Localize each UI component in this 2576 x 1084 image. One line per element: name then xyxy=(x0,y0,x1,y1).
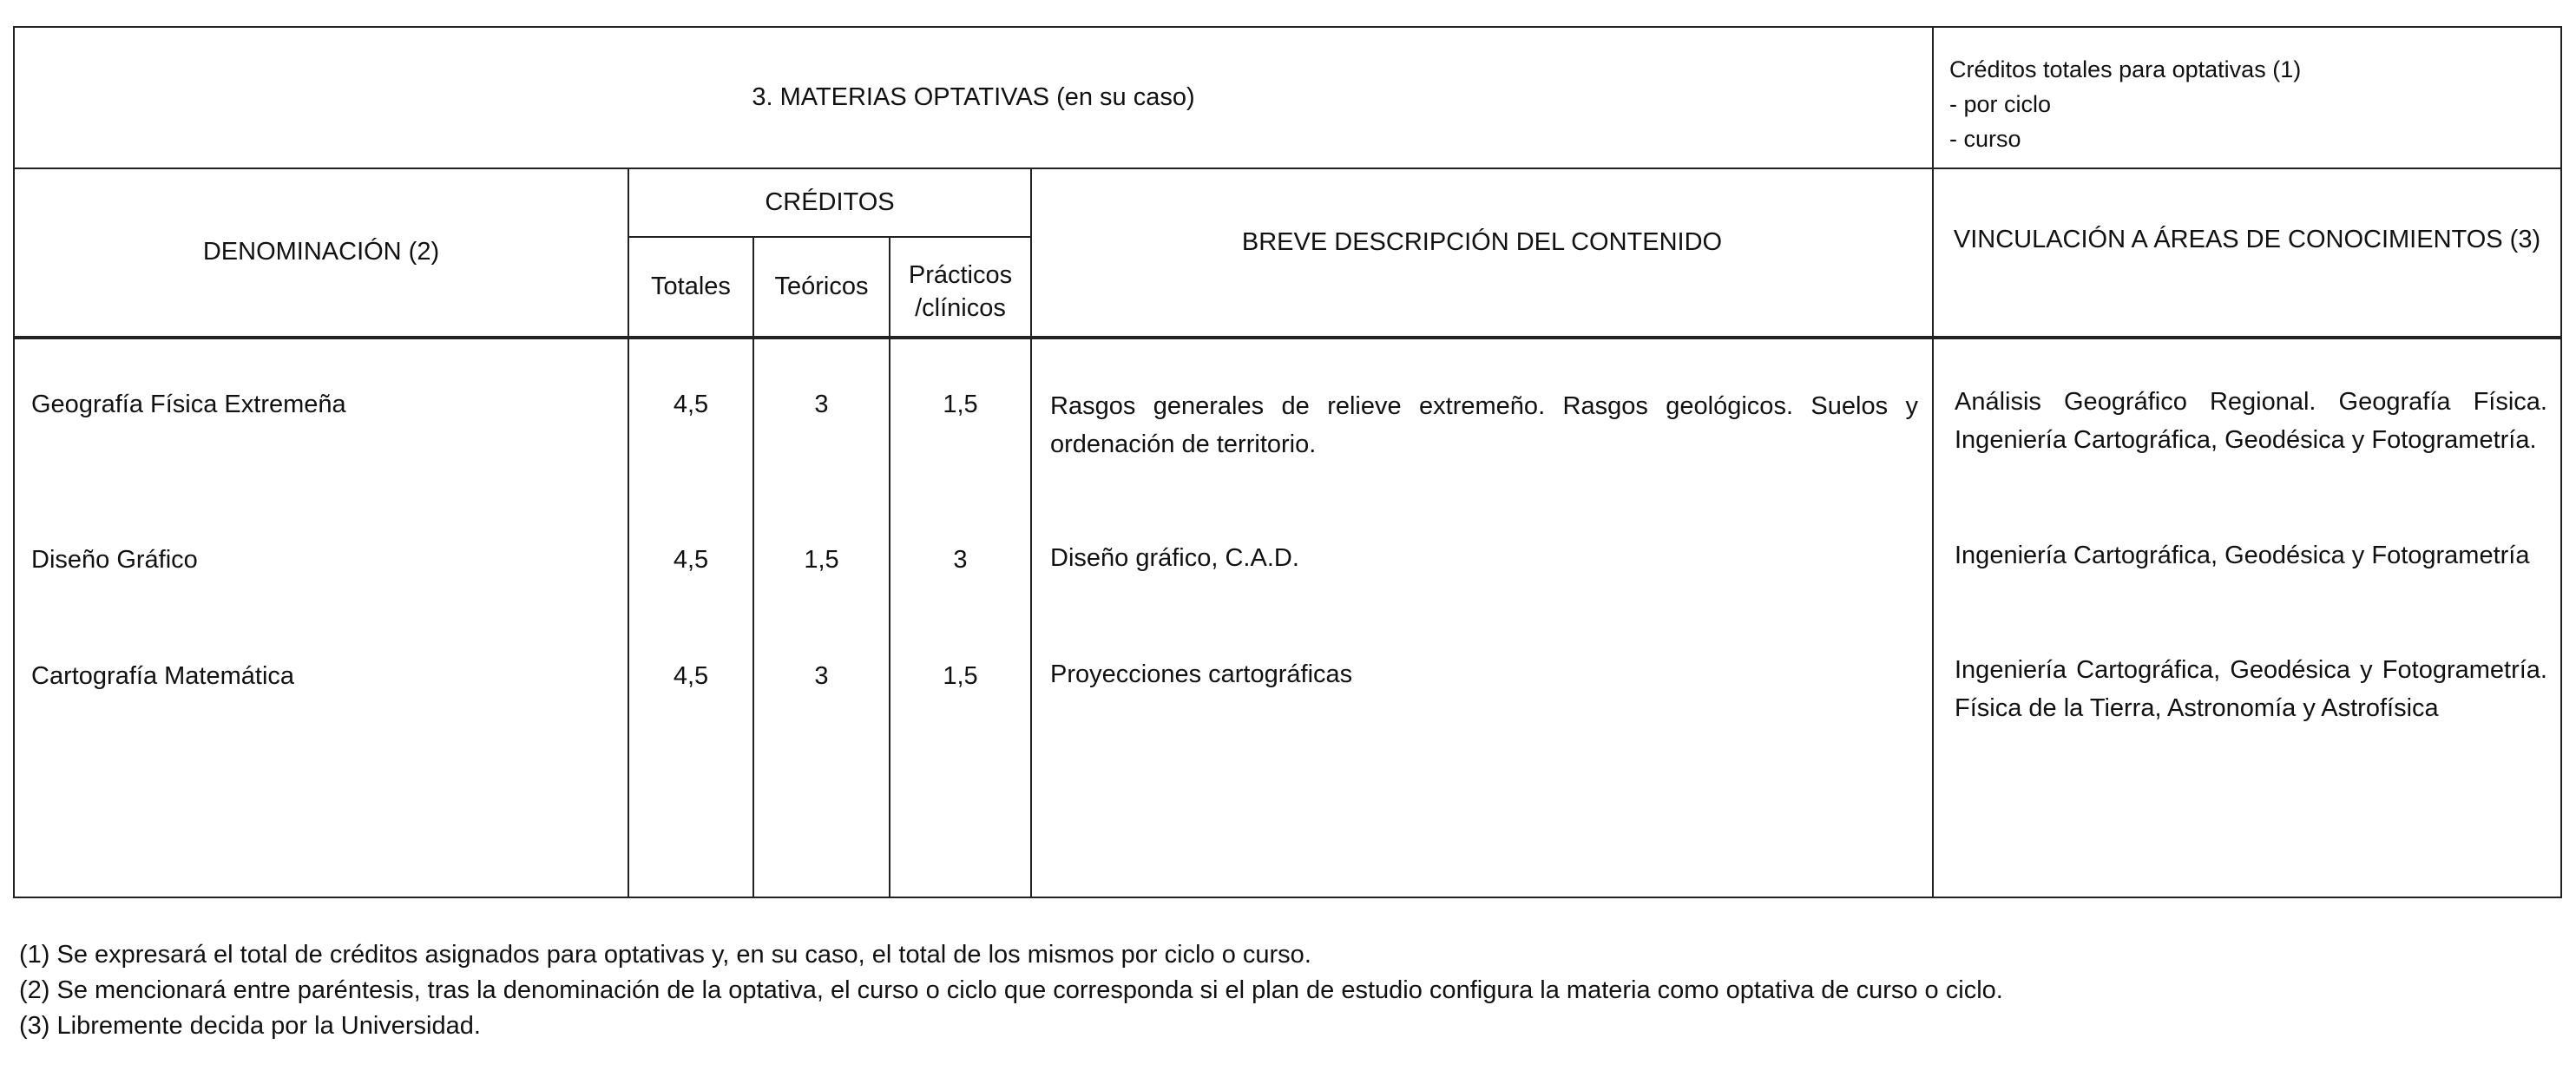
row-2-practicos: 3 xyxy=(953,546,968,574)
row-1-denominacion: Geografía Física Extremeña xyxy=(31,391,346,418)
footnote-2: (2) Se mencionará entre paréntesis, tras la denominación de la optativa, el curso o ciclo que corresponda si el plan de estudio configura la materia como optativa de curso o ciclo. xyxy=(19,976,2003,1004)
column-creditos-label: CRÉDITOS xyxy=(765,187,895,216)
column-totales-label: Totales xyxy=(651,272,731,300)
footnote-3: (3) Libremente decida por la Universidad. xyxy=(19,1012,481,1040)
row-2-denominacion: Diseño Gráfico xyxy=(31,546,198,574)
column-practicos xyxy=(890,259,1030,325)
row-2-totales: 4,5 xyxy=(673,546,709,574)
row-1-vinculacion: Análisis Geográfico Regional. Geografía Física. Ingeniería Cartográfica, Geodésica y Fotogrametría. xyxy=(1955,388,2547,454)
row-1-descripcion: Rasgos generales de relieve extremeño. Rasgos geológicos. Suelos y ordenación de territorio. xyxy=(1050,392,1918,458)
footnotes xyxy=(19,937,2536,1044)
column-practicos-label-1: Prácticos xyxy=(908,261,1013,289)
row-2-vinculacion: Ingeniería Cartográfica, Geodésica y Fotogrametría xyxy=(1955,542,2530,569)
row-1-practicos: 1,5 xyxy=(943,391,978,418)
column-descripcion xyxy=(1032,169,1932,317)
column-descripcion-label: BREVE DESCRIPCIÓN DEL CONTENIDO xyxy=(1241,228,1723,257)
row-1-teoricos: 3 xyxy=(814,391,829,418)
table-title-cell xyxy=(15,28,1932,168)
column-practicos-label-2: /clínicos xyxy=(915,294,1006,322)
column-totales xyxy=(629,238,752,336)
row-2-teoricos: 1,5 xyxy=(804,546,839,574)
table-title: 3. MATERIAS OPTATIVAS (en su caso) xyxy=(752,82,1195,111)
column-vinculacion xyxy=(1934,224,2560,257)
row-3-practicos: 1,5 xyxy=(943,662,978,690)
total-credits-label: Créditos totales para optativas (1) xyxy=(1949,56,2302,82)
column-denominacion-label: DENOMINACIÓN (2) xyxy=(202,238,440,266)
column-creditos xyxy=(629,169,1030,236)
column-denominacion xyxy=(15,169,628,336)
total-credits-per-cycle: - por ciclo xyxy=(1949,91,2052,117)
total-credits-per-course: - curso xyxy=(1949,126,2021,152)
column-vinculacion-label: VINCULACIÓN A ÁREAS DE CONOCIMIENTOS (3) xyxy=(1953,226,2541,253)
row-3-vinculacion: Ingeniería Cartográfica, Geodésica y Fotogrametría. Física de la Tierra, Astronomía y Astrofísica xyxy=(1955,656,2547,722)
row-3-teoricos: 3 xyxy=(814,662,829,690)
row-3-denominacion: Cartografía Matemática xyxy=(31,662,295,690)
footnote-1: (1) Se expresará el total de créditos asignados para optativas y, en su caso, el total de los mismos por ciclo o curso. xyxy=(19,941,1311,969)
row-3-totales: 4,5 xyxy=(673,662,709,690)
row-2-descripcion: Diseño gráfico, C.A.D. xyxy=(1050,544,1299,572)
column-teoricos-label: Teóricos xyxy=(774,272,869,300)
row-3-descripcion: Proyecciones cartográficas xyxy=(1050,660,1353,688)
total-credits-cell xyxy=(1949,52,2557,156)
column-header-divider xyxy=(13,336,2562,339)
row-1-totales: 4,5 xyxy=(673,391,709,418)
column-teoricos xyxy=(754,238,889,336)
divider-vinculacion xyxy=(1932,26,1934,898)
